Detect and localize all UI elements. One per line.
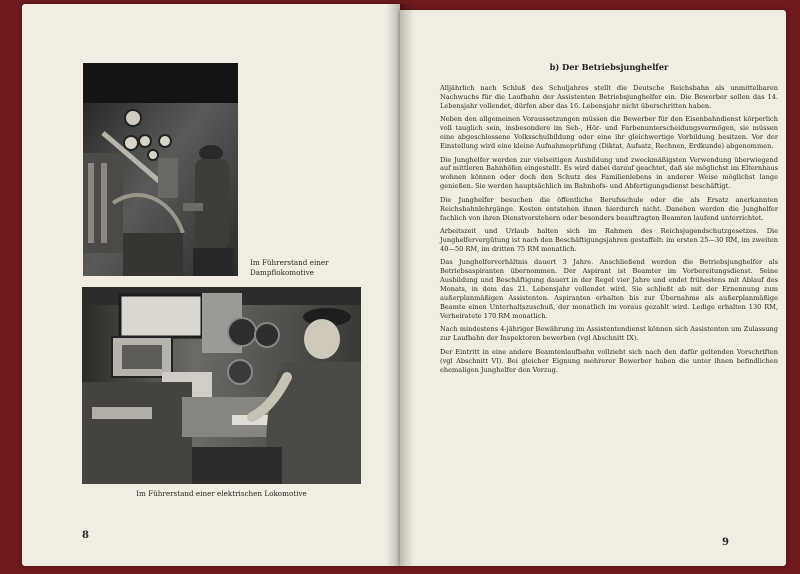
caption-electric-locomotive: Im Führerstand einer elektrischen Lokomotive [136, 489, 307, 498]
paragraph: Neben den allgemeinen Voraussetzungen müssen die Bewerber für den Eisenbahndienst körperlich voll tauglich sein, insbesondere im Seh-, Hör- und Farbenunterscheidungsvermögen, sie müssen eine abgeschlossene Volksschulbildung oder eine ihr gleichwertige Vorbildung besitzen. Vor der Einstellung wird eine kleine Aufnahmeprüfung (Diktat, Aufsatz, Rechnen, Erdkunde) abgenommen. [440, 115, 778, 151]
paragraph: Der Eintritt in eine andere Beamtenlaufbahn vollzieht sich nach den dafür geltenden Vorschriften (vgl Abschnitt VI). Bei gleicher Eignung mehrerer Bewerber haben die unter ihnen befindlichen ehemaligen Junghelfer den Vorzug. [440, 347, 778, 374]
paragraph: Arbeitszeit und Urlaub halten sich im Rahmen des Reichsjugendschutzgesetzes. Die Junghelfervergütung ist nach den Beschäftigungsjahren gestaffelt: im ersten 25—30 RM, im zweiten 40—50 RM, im dritten 75 RM monatlich. [440, 227, 778, 253]
paragraph: Die Junghelfer werden zur vielseitigen Ausbildung und zweckmäßigsten Verwendung überwiegend auf mittleren Bahnhöfen eingestellt. Es wird dabei darauf geachtet, daß sie möglichst im Elternhaus wohnen können oder doch den Schutz des Familienlebens in anderer Weise möglichst lange genießen. Sie werden hauptsächlich im Bahnhofs- und Abfertigungsdienst beschäftigt. [440, 155, 778, 191]
body-text [440, 84, 778, 379]
paragraph: Die Junghelfer besuchen die öffentliche Berufsschule oder die als Ersatz anerkannten Reichsbahnlehrgänge. Kosten entstehen ihnen hierdurch nicht. Daneben werden die Junghelfer fachlich von ihren Dienstvorstehern oder besonders beauftragten Beamten laufend unterrichtet. [440, 195, 778, 222]
photo-electric-locomotive-cab [82, 287, 361, 484]
paragraph: Alljährlich nach Schluß des Schuljahres stellt die Deutsche Reichsbahn als unmittelbaren Nachwuchs für die Laufbahn der Assistenten Betriebsjunghelfer ein. Die Bewerber sollen das 14. Lebensjahr vollendet, dürfen aber das 16. Lebensjahr nicht überschritten haben. [440, 84, 778, 110]
photo-steam-locomotive-cab [83, 63, 238, 276]
paragraph: Das Junghelferverhältnis dauert 3 Jahre. Anschließend werden die Betriebsjunghelfer als Betriebsaspiranten übernommen. Der Aspirant ist Beamter im Vorbereitungsdienst. Seine Ausbildung und Beschäftigung dauert in der Regel vier Jahre und endet frühestens mit Ablauf des Monats, in dem das 21. Lebensjahr vollendet wird. Sie schließt ab mit der Ernennung zum außerplanmäßigen Assistenten. Aspiranten erhalten bis zur Übernahme als außerplanmäßige Beamte einen Unterhaltszuschuß, der monatlich im voraus gezahlt wird. Ledige erhalten 130 RM, Verheiratete 170 RM monatlich. [440, 258, 778, 320]
section-heading: b) Der Betriebsjunghelfer [549, 62, 669, 72]
caption-steam-locomotive: Im Führerstand einer Dampflokomotive [250, 258, 329, 277]
paragraph: Nach mindestens 4-jähriger Bewährung im Assistentendienst können sich Assistenten um Zulassung zur Laufbahn der Inspektoren bewerben (vgl Abschnitt IX). [440, 325, 778, 343]
page-number-left: 8 [82, 530, 89, 541]
page-number-right: 9 [722, 537, 729, 548]
